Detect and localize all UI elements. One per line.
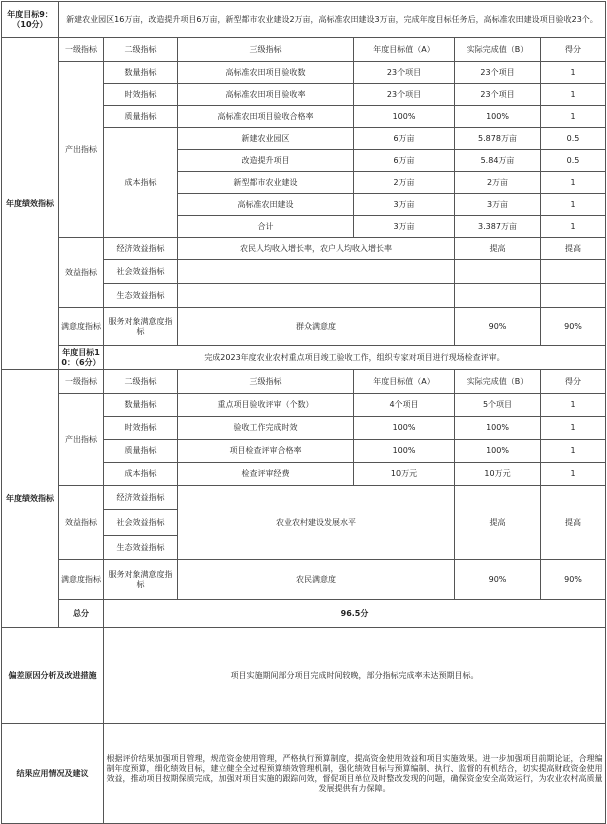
l2-cell: 成本指标	[104, 463, 178, 486]
l2-cell: 时效指标	[104, 84, 178, 106]
usage-content: 根据评价结果加强项目管理，规范资金使用管理，严格执行预算制度，提高资金使用效益和项目实施效果。进一步加强项目前期论证，合理编制年度预算，细化绩效目标，建立健全全过程预算绩效管理机制，强化绩效目标与预算编制、执行、监督的有机结合，切实提高财政资金使用效益，推动项目按期保质完成，加强对项目实施的跟踪问效，督促项目单位及时整改发现的问题，确保资金安全高效运行，为农业农村高质量发展提供有力保障。	[104, 724, 606, 824]
l2-cell: 社会效益指标	[104, 260, 178, 284]
l3-cell: 新型都市农业建设	[178, 172, 354, 194]
header-l3: 三级指标	[178, 38, 354, 62]
score-cell: 1	[541, 172, 606, 194]
l3-cell: 高标准农田项目验收率	[178, 84, 354, 106]
header-score: 得分	[541, 370, 606, 394]
objective-10-row	[2, 346, 606, 370]
usage-label: 结果应用情况及建议	[2, 724, 104, 824]
l2-cell: 质量指标	[104, 106, 178, 128]
target-cell: 4个项目	[354, 394, 455, 417]
actual-cell	[541, 284, 606, 308]
table-row	[2, 62, 606, 84]
actual-cell: 23个项目	[455, 84, 541, 106]
actual-cell: 100%	[455, 417, 541, 440]
target-cell	[455, 284, 541, 308]
l2-cell: 服务对象满意度指标	[104, 560, 178, 600]
objective-10-content: 完成2023年度农业农村重点项目竣工验收工作，组织专家对项目进行现场检查评审。	[104, 346, 606, 370]
table-row	[2, 394, 606, 417]
l3-cell: 改造提升项目	[178, 150, 354, 172]
target-cell: 23个项目	[354, 84, 455, 106]
score-cell: 0.5	[541, 150, 606, 172]
score-cell: 1	[541, 417, 606, 440]
table-row	[2, 308, 606, 346]
table-row	[2, 560, 606, 600]
score-cell: 1	[541, 394, 606, 417]
total-row	[2, 600, 606, 628]
l2-cell: 时效指标	[104, 417, 178, 440]
header-l1: 一级指标	[59, 370, 104, 394]
l2-cell: 社会效益指标	[104, 510, 178, 536]
l3-cell: 农业农村建设发展水平	[178, 486, 455, 560]
l3-cell	[178, 260, 455, 284]
satisfaction-label-2: 满意度指标	[59, 560, 104, 600]
l2-cell: 数量指标	[104, 62, 178, 84]
score-cell: 1	[541, 106, 606, 128]
target-cell: 100%	[354, 106, 455, 128]
header-actual: 实际完成值（B）	[455, 38, 541, 62]
actual-cell: 5个项目	[455, 394, 541, 417]
score-cell: 1	[541, 216, 606, 238]
target-cell: 提高	[455, 238, 541, 260]
table-row	[2, 238, 606, 260]
performance-table	[1, 1, 606, 824]
target-cell: 90%	[455, 560, 541, 600]
actual-cell: 90%	[541, 308, 606, 346]
actual-cell: 提高	[541, 238, 606, 260]
objective-9-row	[2, 2, 606, 38]
l3-cell	[178, 284, 455, 308]
header-row-1	[2, 38, 606, 62]
score-cell: 1	[541, 62, 606, 84]
target-cell	[455, 260, 541, 284]
table-row	[2, 486, 606, 510]
target-cell: 2万亩	[354, 172, 455, 194]
actual-cell: 23个项目	[455, 62, 541, 84]
benefit-label-1: 效益指标	[59, 238, 104, 308]
target-cell: 6万亩	[354, 128, 455, 150]
objective-9-content: 新建农业园区16万亩，改造提升项目6万亩，新型都市农业建设2万亩，高标准农田建设3万亩，完成年度目标任务后，高标准农田建设项目验收23个。	[59, 2, 606, 38]
actual-cell: 提高	[541, 486, 606, 560]
objective-9-label: 年度目标9：（10分）	[2, 2, 59, 38]
indicators-label-2: 年度绩效指标	[2, 370, 59, 628]
actual-cell: 90%	[541, 560, 606, 600]
header-row-2	[2, 370, 606, 394]
target-cell: 3万亩	[354, 216, 455, 238]
indicators-label-1: 年度绩效指标	[2, 38, 59, 370]
actual-cell: 3.387万亩	[455, 216, 541, 238]
l3-cell: 高标准农田建设	[178, 194, 354, 216]
l2-cell: 生态效益指标	[104, 536, 178, 560]
deviation-label: 偏差原因分析及改进措施	[2, 628, 104, 724]
actual-cell: 3万亩	[455, 194, 541, 216]
l3-cell: 验收工作完成时效	[178, 417, 354, 440]
deviation-content: 项目实施期间部分项目完成时间较晚，部分指标完成率未达预期目标。	[104, 628, 606, 724]
target-cell: 提高	[455, 486, 541, 560]
score-cell: 0.5	[541, 128, 606, 150]
target-cell: 10万元	[354, 463, 455, 486]
l3-cell: 农民人均收入增长率，农户人均收入增长率	[178, 238, 455, 260]
actual-cell: 5.84万亩	[455, 150, 541, 172]
l3-cell: 重点项目验收评审（个数）	[178, 394, 354, 417]
l2-cell: 服务对象满意度指标	[104, 308, 178, 346]
target-cell: 100%	[354, 440, 455, 463]
header-l2: 二级指标	[104, 38, 178, 62]
actual-cell: 100%	[455, 106, 541, 128]
l3-cell: 新建农业园区	[178, 128, 354, 150]
l3-cell: 群众满意度	[178, 308, 455, 346]
actual-cell	[541, 260, 606, 284]
actual-cell: 100%	[455, 440, 541, 463]
target-cell: 90%	[455, 308, 541, 346]
header-target: 年度目标值（A）	[354, 38, 455, 62]
actual-cell: 2万亩	[455, 172, 541, 194]
l2-cell: 数量指标	[104, 394, 178, 417]
l3-cell: 合计	[178, 216, 354, 238]
actual-cell: 5.878万亩	[455, 128, 541, 150]
l2-cell: 生态效益指标	[104, 284, 178, 308]
score-cell: 1	[541, 194, 606, 216]
l3-cell: 检查评审经费	[178, 463, 354, 486]
output-label-1: 产出指标	[59, 62, 104, 238]
header-l1: 一级指标	[59, 38, 104, 62]
target-cell: 3万亩	[354, 194, 455, 216]
target-cell: 23个项目	[354, 62, 455, 84]
header-target: 年度目标值（A）	[354, 370, 455, 394]
header-l2: 二级指标	[104, 370, 178, 394]
header-score: 得分	[541, 38, 606, 62]
l2-cell: 质量指标	[104, 440, 178, 463]
total-value: 96.5分	[104, 600, 606, 628]
l2-cell: 经济效益指标	[104, 238, 178, 260]
l2-cell: 成本指标	[104, 128, 178, 238]
benefit-label-2: 效益指标	[59, 486, 104, 560]
header-l3: 三级指标	[178, 370, 354, 394]
l3-cell: 农民满意度	[178, 560, 455, 600]
objective-10-label: 年度目标10：（6分）	[59, 346, 104, 370]
score-cell: 1	[541, 84, 606, 106]
score-cell: 1	[541, 463, 606, 486]
target-cell: 6万亩	[354, 150, 455, 172]
target-cell: 100%	[354, 417, 455, 440]
l3-cell: 项目检查评审合格率	[178, 440, 354, 463]
score-cell: 1	[541, 440, 606, 463]
output-label-2: 产出指标	[59, 394, 104, 486]
header-actual: 实际完成值（B）	[455, 370, 541, 394]
satisfaction-label-1: 满意度指标	[59, 308, 104, 346]
deviation-row	[2, 628, 606, 724]
l3-cell: 高标准农田项目验收数	[178, 62, 354, 84]
usage-row	[2, 724, 606, 824]
l3-cell: 高标准农田项目验收合格率	[178, 106, 354, 128]
actual-cell: 10万元	[455, 463, 541, 486]
total-label: 总分	[59, 600, 104, 628]
l2-cell: 经济效益指标	[104, 486, 178, 510]
